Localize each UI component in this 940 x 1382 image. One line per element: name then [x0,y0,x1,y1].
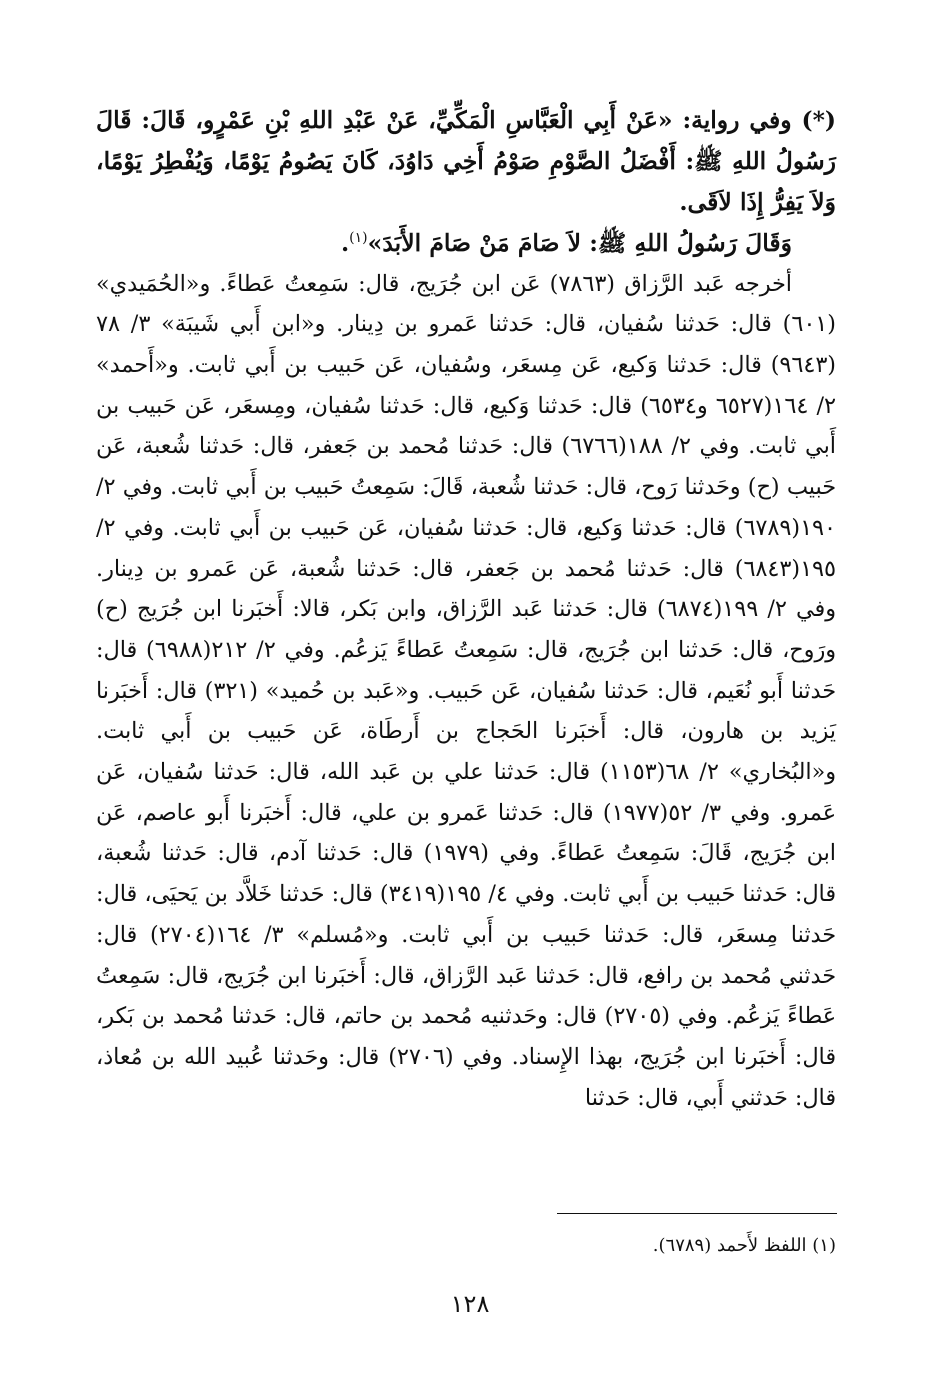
quote-paragraph [96,223,836,264]
quote-end: . [340,228,350,257]
footnote: (١) اللفظ لأَحمد (٦٧٨٩). [652,1235,836,1256]
narration-intro: (*) وفي رواية: [682,106,836,134]
footnote-marker[interactable]: (١) [349,229,368,246]
page-number: ١٢٨ [450,1290,490,1318]
narration-text: «عَنْ أَبِي الْعَبَّاسِ الْمَكِّيِّ، عَنْ عَبْدِ اللهِ بْنِ عَمْرٍو، قَالَ: قَالَ رَسُولُ اللهِ ﷺ: أَفْضَلُ الصَّوْمِ صَوْمُ أَخِي دَاوُدَ، كَانَ يَصُومُ يَوْمًا، وَيُفْطِرُ يَوْمًا، وَلاَ يَفِرُّ إِذَا لاَقَى. [96,106,836,216]
main-text [96,100,836,1118]
quote-text: وَقَالَ رَسُولُ اللهِ ﷺ: لاَ صَامَ مَنْ صَامَ الأَبَدَ» [367,228,792,257]
takhrij-paragraph: أخرجه عَبد الرَّزاق (٧٨٦٣) عَن ابن جُرَيج، قال: سَمِعتُ عَطاءً. و«الحُمَيدي» (٦٠١) قال: حَدثنا سُفيان، قال: حَدثنا عَمرو بن دِينار. و«ابن أَبي شَيبَة» ٣/ ٧٨ (٩٦٤٣) قال: حَدثنا وَكيع، عَن مِسعَر، وسُفيان، عَن حَبيب بن أَبي ثابت. و«أَحمد» ٢/ ١٦٤(٦٥٢٧ و٦٥٣٤) قال: حَدثنا وَكيع، قال: حَدثنا سُفيان، ومِسعَر، عَن حَبيب بن أَبي ثابت. وفي ٢/ ١٨٨(٦٧٦٦) قال: حَدثنا مُحمد بن جَعفر، قال: حَدثنا شُعبة، عَن حَبيب (ح) وحَدثنا رَوح، قال: حَدثنا شُعبة، قَالَ: سَمِعتُ حَبيب بن أَبي ثابت. وفي ٢/ ١٩٠(٦٧٨٩) قال: حَدثنا وَكيع، قال: حَدثنا سُفيان، عَن حَبيب بن أَبي ثابت. وفي ٢/ ١٩٥(٦٨٤٣) قال: حَدثنا مُحمد بن جَعفر، قال: حَدثنا شُعبة، عَن عَمرو بن دِينار. وفي ٢/ ١٩٩(٦٨٧٤) قال: حَدثنا عَبد الرَّزاق، وابن بَكر، قالا: أَخبَرنا ابن جُرَيج (ح) ورَوح، قال: حَدثنا ابن جُرَيج، قال: سَمِعتُ عَطاءً يَزعُم. وفي ٢/ ٢١٢(٦٩٨٨) قال: حَدثنا أَبو نُعَيم، قال: حَدثنا سُفيان، عَن حَبيب. و«عَبد بن حُميد» (٣٢١) قال: أَخبَرنا يَزيد بن هارون، قال: أَخبَرنا الحَجاج بن أَرطَاة، عَن حَبيب بن أَبي ثابت. و«البُخاري» ٢/ ٦٨(١١٥٣) قال: حَدثنا علي بن عَبد الله، قال: حَدثنا سُفيان، عَن عَمرو. وفي ٣/ ٥٢(١٩٧٧) قال: حَدثنا عَمرو بن علي، قال: أَخبَرنا أَبو عاصم، عَن ابن جُرَيج، قَالَ: سَمِعتُ عَطاءً. وفي (١٩٧٩) قال: حَدثنا آدم، قال: حَدثنا شُعبة، قال: حَدثنا حَبيب بن أَبي ثابت. وفي ٤/ ١٩٥(٣٤١٩) قال: حَدثنا خَلاَّد بن يَحيَى، قال: حَدثنا مِسعَر، قال: حَدثنا حَبيب بن أَبي ثابت. و«مُسلم» ٣/ ١٦٤(٢٧٠٤) قال: حَدثني مُحمد بن رافع، قال: حَدثنا عَبد الرَّزاق، قال: أَخبَرنا ابن جُرَيج، قال: سَمِعتُ عَطاءً يَزعُم. وفي (٢٧٠٥) قال: وحَدثنيه مُحمد بن حاتم، قال: حَدثنا مُحمد بن بَكر، قال: أَخبَرنا ابن جُرَيج، بهذا الإِسناد. وفي (٢٧٠٦) قال: وحَدثنا عُبيد الله بن مُعاذ، قال: حَدثني أَبي، قال: حَدثنا [96,270,837,1111]
narration-paragraph [96,100,836,223]
footnote-divider [557,1213,837,1214]
